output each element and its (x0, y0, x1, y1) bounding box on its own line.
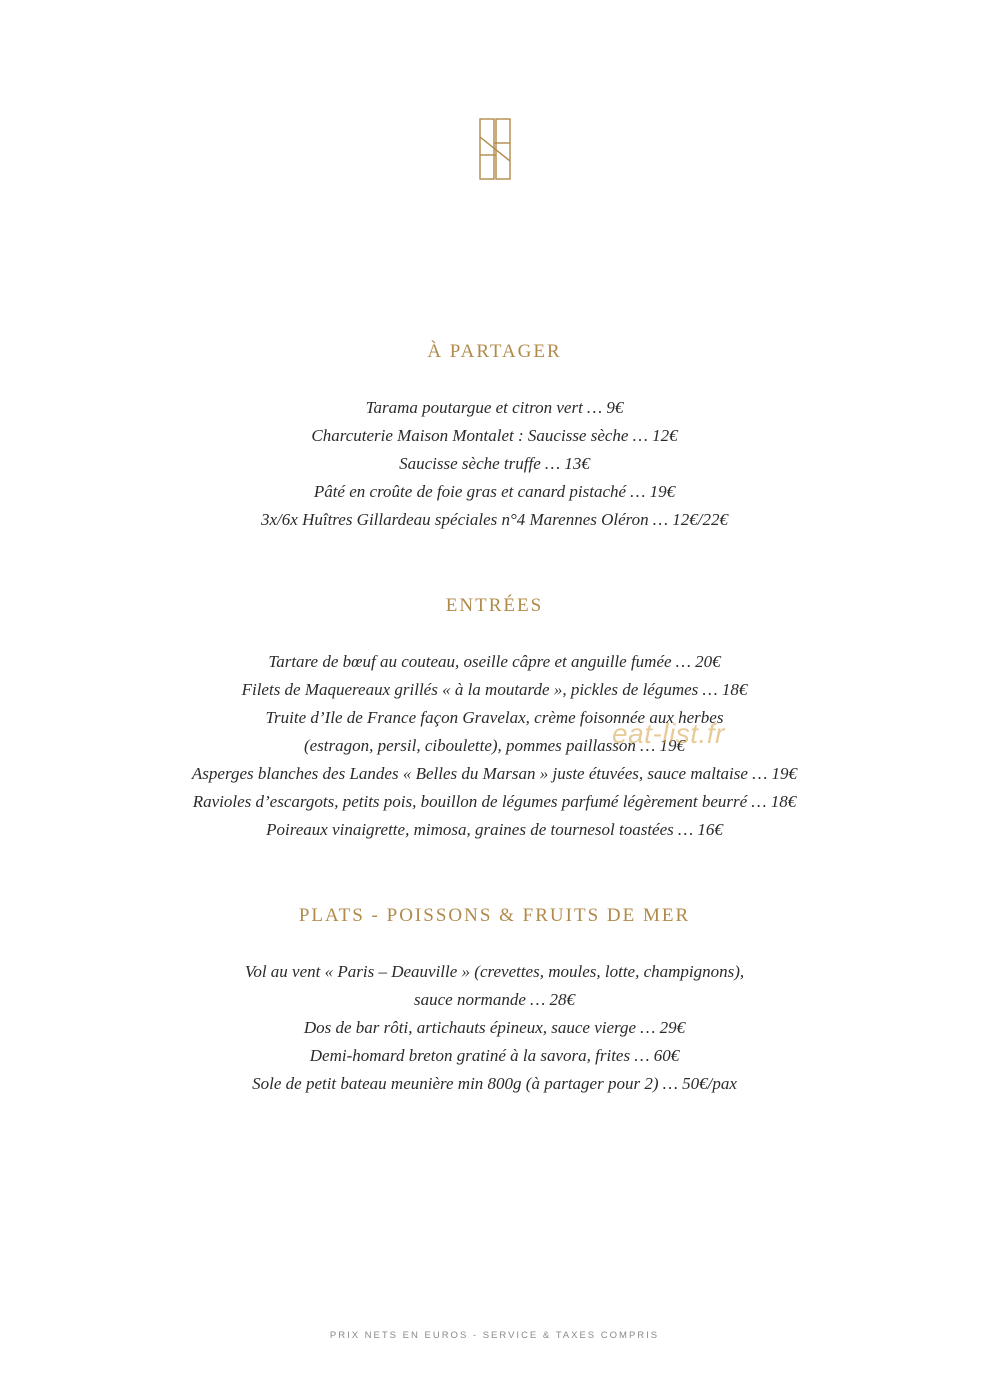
menu-item: Dos de bar rôti, artichauts épineux, sauce vierge … 29€ (303, 1018, 686, 1037)
menu-item: Tartare de bœuf au couteau, oseille câpre et anguille fumée … 20€ (268, 652, 721, 671)
menu-item: Ravioles d’escargots, petits pois, bouillon de légumes parfumé légèrement beurré … 18€ (192, 792, 797, 811)
menu-item: sauce normande … 28€ (413, 990, 575, 1009)
menu-item: 3x/6x Huîtres Gillardeau spéciales n°4 Marennes Oléron … 12€/22€ (261, 510, 728, 529)
footer-note: PRIX NETS EN EUROS - SERVICE & TAXES COMPRIS (329, 1330, 660, 1341)
menu-item: Sole de petit bateau meunière min 800g (à partager pour 2) … 50€/pax (252, 1074, 737, 1093)
menu-item: Charcuterie Maison Montalet : Saucisse sèche … 12€ (311, 426, 678, 445)
menu-item: Saucisse sèche truffe … 13€ (399, 454, 590, 473)
menu-item: Asperges blanches des Landes « Belles du Marsan » juste étuvées, sauce maltaise … 19€ (191, 764, 798, 783)
menu-item: Poireaux vinaigrette, mimosa, graines de tournesol toastées … 16€ (266, 820, 723, 839)
menu-item: (estragon, persil, ciboulette), pommes paillasson … 19€ (303, 736, 686, 755)
menu-item: Truite d’Ile de France façon Gravelax, crème foisonnée aux herbes (265, 708, 724, 727)
section-entrees (0, 594, 989, 844)
menu-item: Tarama poutargue et citron vert … 9€ (365, 398, 624, 417)
menu-item: Pâté en croûte de foie gras et canard pistaché … 19€ (313, 482, 676, 501)
watermark: eat-list.fr (612, 718, 725, 749)
menu-item: Demi-homard breton gratiné à la savora, frites … 60€ (309, 1046, 680, 1065)
section-title: ENTRÉES (445, 595, 544, 616)
section-title: PLATS - POISSONS & FRUITS DE MER (298, 905, 691, 926)
menu-item: Filets de Maquereaux grillés « à la moutarde », pickles de légumes … 18€ (241, 680, 748, 699)
section-plats-poissons (0, 904, 989, 1098)
section-a-partager (0, 340, 989, 534)
section-title: À PARTAGER (427, 341, 562, 362)
menu-item: Vol au vent « Paris – Deauville » (crevettes, moules, lotte, champignons), (244, 962, 745, 981)
monogram-icon (478, 117, 512, 181)
